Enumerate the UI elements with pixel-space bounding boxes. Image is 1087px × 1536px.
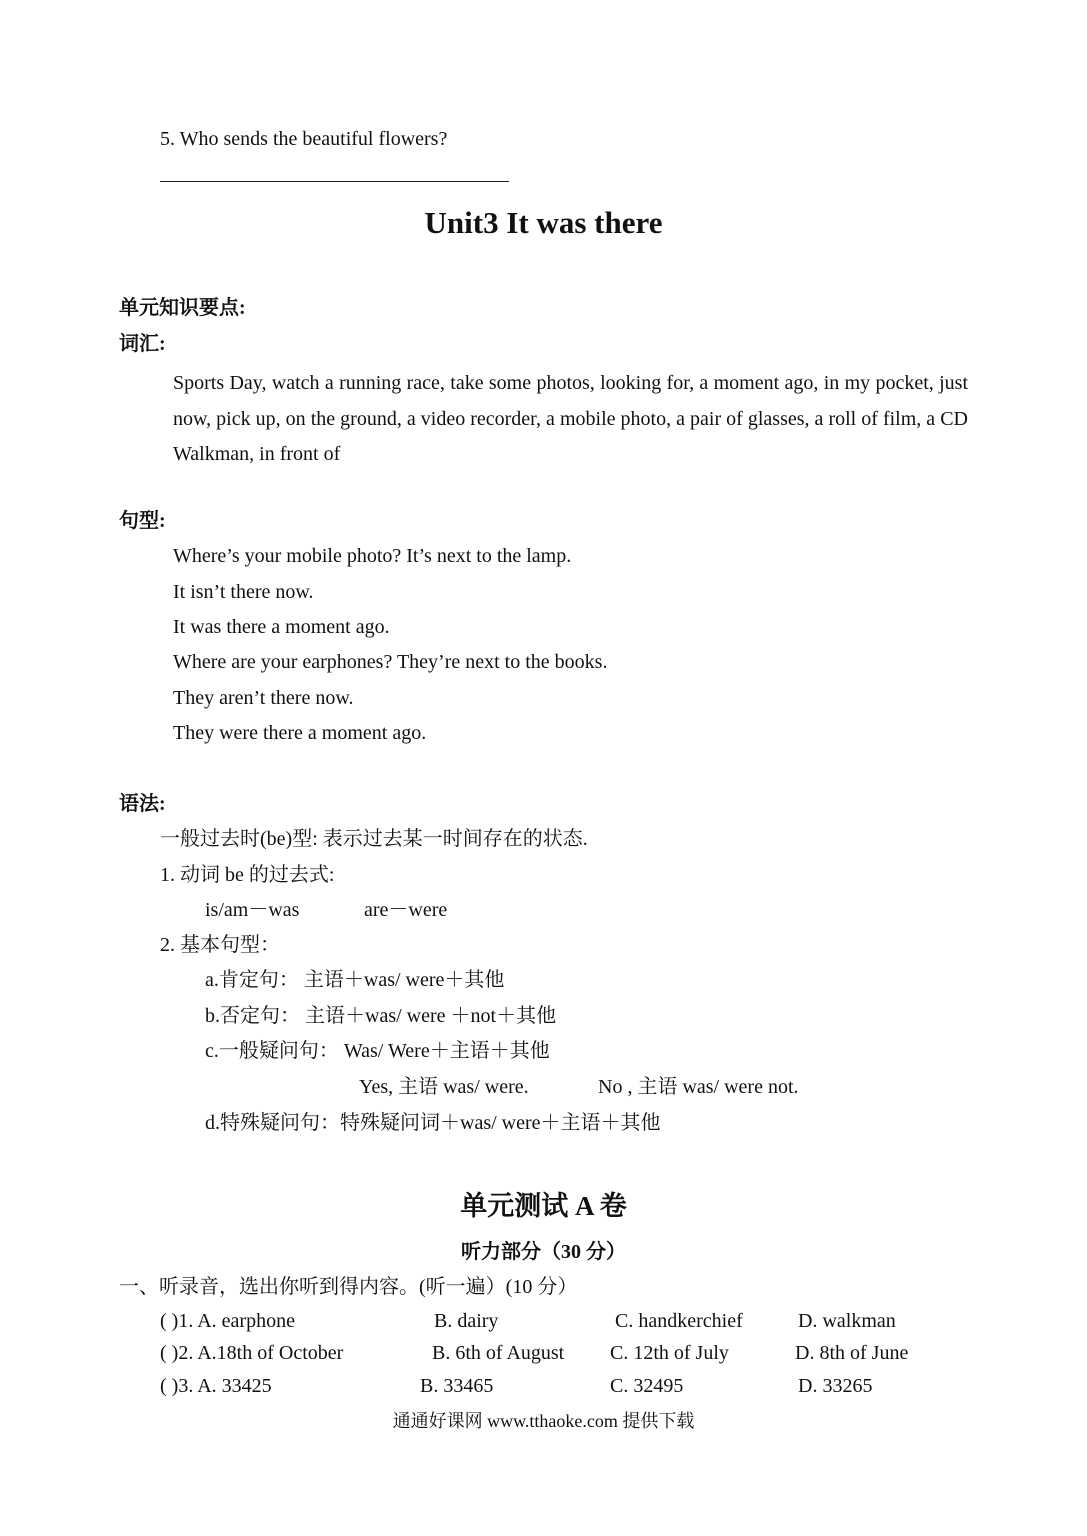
- sentence-2: It isn’t there now.: [173, 581, 314, 603]
- question-3: ( )3. A. 33425: [160, 1375, 272, 1397]
- vocab-text: Sports Day, watch a running race, take some photos, looking for, a moment ago, in my pocket, just now, pick up, on the ground, a video recorder, a mobile photo, a pair of glasses, a roll of film, a CD Walkman, in front of: [173, 372, 968, 465]
- question-3-option-d: D. 33265: [798, 1375, 873, 1397]
- grammar-answer-no: No , 主语 was/ were not.: [598, 1076, 799, 1098]
- question-2-option-b: B. 6th of August: [432, 1342, 565, 1364]
- unit-title: Unit3 It was there: [424, 205, 663, 240]
- grammar-special-question: d.特殊疑问句：特殊疑问词＋was/ were＋主语＋其他: [205, 1112, 661, 1134]
- grammar-forms-are: are－were: [364, 899, 448, 921]
- knowledge-heading: 单元知识要点:: [119, 297, 246, 319]
- listening-heading: 听力部分（30 分）: [461, 1241, 626, 1263]
- grammar-affirmative: a.肯定句： 主语＋was/ were＋其他: [205, 969, 505, 991]
- question-3-option-b: B. 33465: [420, 1375, 494, 1397]
- grammar-forms-is-am: is/am－was: [205, 899, 300, 921]
- sentence-6: They were there a moment ago.: [173, 722, 427, 744]
- sentence-5: They aren’t there now.: [173, 687, 354, 709]
- test-title: 单元测试 A 卷: [460, 1191, 627, 1221]
- grammar-answer-yes: Yes, 主语 was/ were.: [359, 1076, 529, 1098]
- sentences-label: 句型:: [119, 510, 166, 532]
- grammar-point-1: 1. 动词 be 的过去式:: [160, 864, 335, 886]
- sentence-1: Where’s your mobile photo? It’s next to the lamp.: [173, 545, 572, 567]
- grammar-point-2: 2. 基本句型：: [160, 934, 280, 956]
- sentence-4: Where are your earphones? They’re next to the books.: [173, 651, 608, 673]
- grammar-label: 语法:: [119, 793, 166, 815]
- sentence-3: It was there a moment ago.: [173, 616, 390, 638]
- grammar-negative: b.否定句： 主语＋was/ were ＋not＋其他: [205, 1005, 557, 1027]
- answer-line: [160, 181, 509, 182]
- question-1-option-c: C. handkerchief: [615, 1310, 743, 1332]
- question-1-option-b: B. dairy: [434, 1310, 499, 1332]
- question-2-option-d: D. 8th of June: [795, 1342, 909, 1364]
- vocab-label: 词汇:: [119, 333, 166, 355]
- question-1-option-d: D. walkman: [798, 1310, 896, 1332]
- question-2: ( )2. A.18th of October: [160, 1342, 344, 1364]
- section-1-instruction: 一、听录音，选出你听到得内容。(听一遍）(10 分）: [119, 1276, 578, 1298]
- question-1: ( )1. A. earphone: [160, 1310, 295, 1332]
- question-3-option-c: C. 32495: [610, 1375, 684, 1397]
- grammar-question: c.一般疑问句： Was/ Were＋主语＋其他: [205, 1040, 550, 1062]
- question-2-option-c: C. 12th of July: [610, 1342, 729, 1364]
- page-footer: 通通好课网 www.tthaoke.com 提供下载: [392, 1411, 695, 1431]
- previous-question: 5. Who sends the beautiful flowers?: [160, 128, 448, 150]
- grammar-intro: 一般过去时(be)型: 表示过去某一时间存在的状态.: [160, 828, 588, 850]
